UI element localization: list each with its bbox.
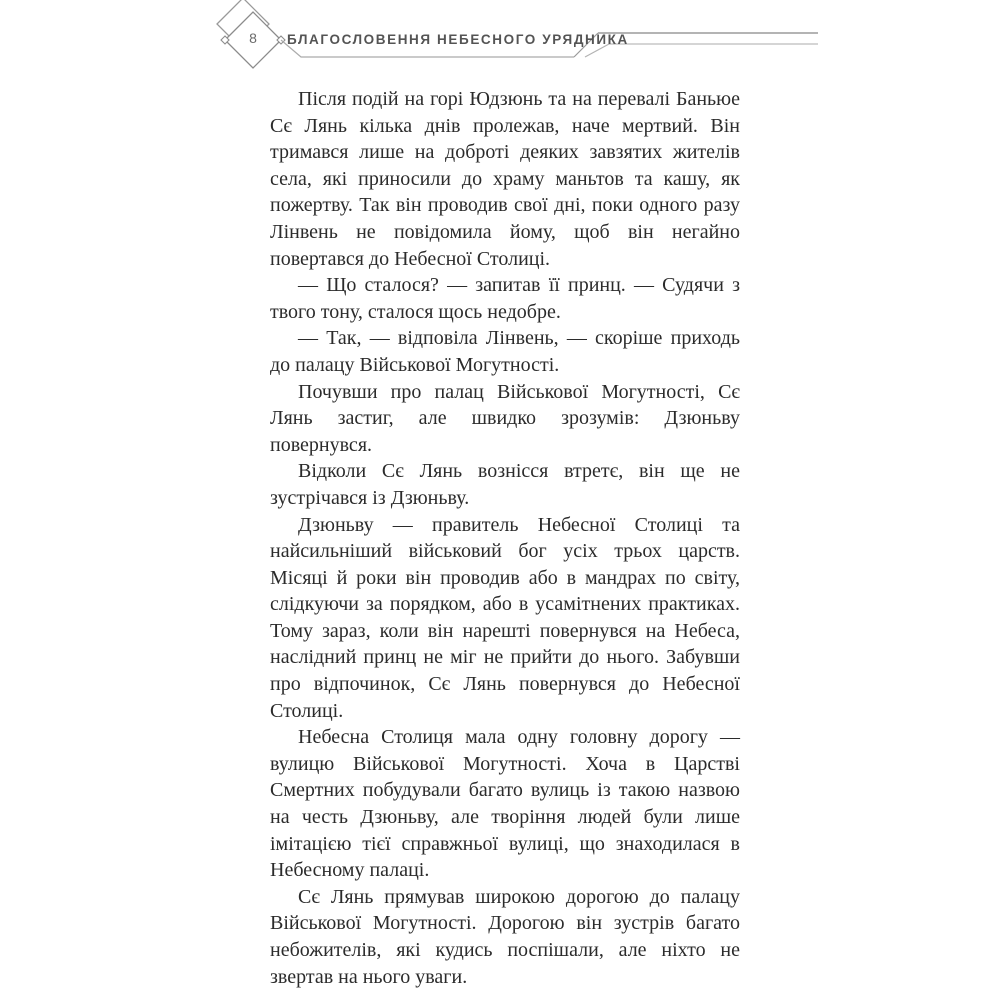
text-body [270,86,740,990]
paragraph: Дзюньву — правитель Небесної Столиці та найсильніший військовий бог усіх трьох царств. Місяці й роки він проводив або в мандрах по світу, слідкуючи за порядком, або в усамітнених практиках. Тому зараз, коли він нарешті повернувся на Небеса, наслідний принц не міг не прийти до нього. Забувши про відпочинок, Сє Лянь повернувся до Небесної Столиці. [270,513,740,722]
paragraph: — Так, — відповіла Лінвень, — скоріше приходь до палацу Військової Могутності. [270,327,740,376]
paragraph: Почувши про палац Військової Могутності, Сє Лянь застиг, але швидко зрозумів: Дзюньву повернувся. [270,380,740,456]
paragraph: Відколи Сє Лянь вознісся втретє, він ще не зустрічався із Дзюньву. [270,460,740,509]
running-head [0,0,1000,80]
paragraph: Сє Лянь прямував широкою дорогою до палацу Військової Могутності. Дорогою він зустрів багато небожителів, які кудись поспішали, але ніхто не звертав на нього уваги. [270,885,740,988]
paragraph: Після подій на горі Юдзюнь та на перевалі Баньюе Сє Лянь кілька днів пролежав, наче мертвий. Він тримався лише на доброті деяких завзятих жителів села, які приносили до храму маньтов та кашу, як пожертву. Так він проводив свої дні, поки одного разу Лінвень не повідомила йому, щоб він негайно повертався до Небесної Столиці. [270,88,740,270]
chapter-title: БЛАГОСЛОВЕННЯ НЕБЕСНОГО УРЯДНИКА [287,32,629,47]
paragraph: Небесна Столиця мала одну головну дорогу — вулицю Військової Могутності. Хоча в Царстві Смертних побудували багато вулиць із такою назвою на честь Дзюньву, але творіння людей були лише імітацією тієї справжньої вулиці, що знаходилася в Небесному палаці. [270,726,740,882]
paragraph: — Що сталося? — запитав її принц. — Судячи з твого тону, сталося щось недобре. [270,274,740,323]
page-number: 8 [249,30,257,46]
